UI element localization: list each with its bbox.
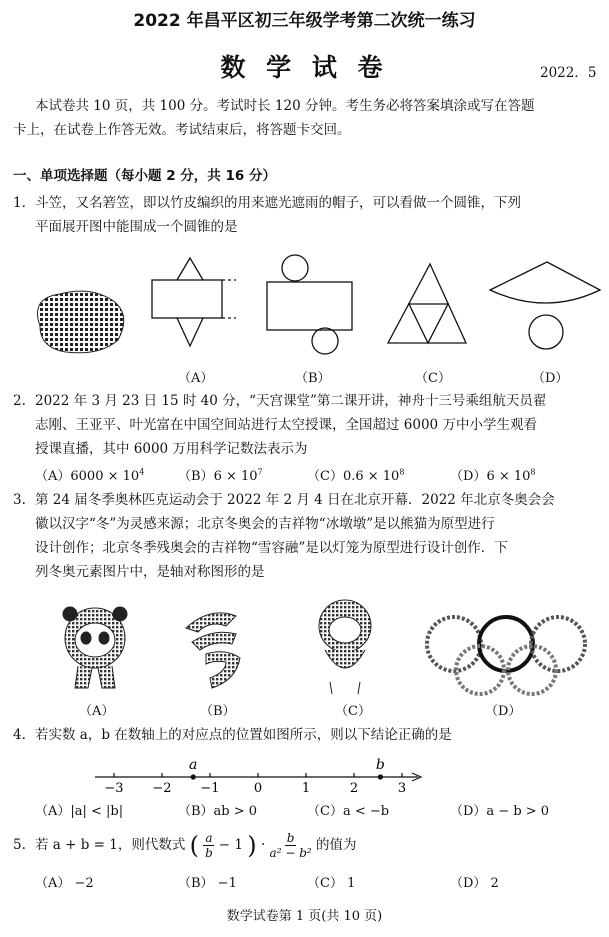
question-text: 列冬奥元素图片中，是轴对称图形的是 xyxy=(35,564,265,580)
mascot-shuey-rhon-rhon-figure xyxy=(319,600,371,694)
point-b xyxy=(378,774,383,779)
q4-option-b: （B）ab > 0 xyxy=(178,804,258,819)
exam-date: 2022．5 xyxy=(540,65,597,81)
question-text: 平面展开图中能围成一个圆锥的是 xyxy=(35,219,238,235)
q1-option-d: （D） xyxy=(532,371,569,386)
subject-title: 数 学 试 卷 xyxy=(220,53,389,82)
option-label: （C） xyxy=(307,469,343,484)
q5-prefix: 若 a + b = 1，则代数式 xyxy=(35,837,186,853)
q5-suffix: 的值为 xyxy=(315,837,357,853)
frac-den: a² − b² xyxy=(269,846,312,860)
question-number: 3. xyxy=(13,492,26,508)
figure-d-net xyxy=(388,264,466,343)
section-title: 一、单项选择题（每小题 2 分，共 16 分） xyxy=(13,168,276,184)
option-label: （B） xyxy=(178,469,214,484)
axis-tick-label: 0 xyxy=(253,781,263,796)
q5-expression: 若 a + b = 1，则代数式 ( $\frac{a}{b}$ − 1 ) · $\frac{b}{\text{a² − b²}}$ 的值为 xyxy=(35,831,357,860)
option-exponent: 7 xyxy=(257,467,263,477)
exam-title: 2022 年昌平区初三年级学考第二次统一练习 xyxy=(133,11,476,31)
option-mantissa: 6 × 10 xyxy=(213,469,258,484)
question-text: 徽以汉字“冬”为灵感来源；北京冬奥会的吉祥物“冰墩墩”是以熊猫为原型进行 xyxy=(35,516,495,532)
fraction-a-over-b xyxy=(203,831,214,860)
paren-close: ) xyxy=(247,831,257,860)
question-number: 5. xyxy=(13,837,26,853)
axis-tick-label: −3 xyxy=(104,781,124,796)
axis-tick-label: 2 xyxy=(349,781,359,796)
olympic-rings-figure xyxy=(427,617,585,694)
q1-figures xyxy=(0,248,609,368)
question-text: 若实数 a，b 在数轴上的对应点的位置如图所示，则以下结论正确的是 xyxy=(35,727,452,743)
figure-b-net xyxy=(152,258,236,346)
question-text: 志刚、王亚平、叶光富在中国空间站进行太空授课，全国超过 6000 万中小学生观看 xyxy=(35,417,537,433)
option-mantissa: 6 × 10 xyxy=(486,469,531,484)
figure-c-net xyxy=(267,255,352,354)
option-exponent: 4 xyxy=(139,467,145,477)
q5-option-b: （B） −1 xyxy=(178,876,237,891)
option-exponent: 8 xyxy=(530,467,536,477)
point-a-label: a xyxy=(189,757,198,773)
figure-a-disk xyxy=(38,291,124,353)
q1-option-b: （B） xyxy=(295,371,331,386)
q2-option-b xyxy=(178,465,263,484)
fraction-b-over-diff xyxy=(270,831,312,860)
frac-den: b xyxy=(205,846,213,860)
option-mantissa: 0.6 × 10 xyxy=(342,469,400,484)
axis-tick-label: 1 xyxy=(301,781,311,796)
option-exponent: 8 xyxy=(399,467,405,477)
q3-option-b: （B） xyxy=(200,704,236,719)
mascot-bingdwendwen-figure xyxy=(63,607,127,688)
q4-option-a: （A）|a| < |b| xyxy=(35,804,124,819)
q3-figures xyxy=(0,598,609,698)
point-a xyxy=(191,774,196,779)
q1-option-c: （C） xyxy=(415,371,451,386)
question-text: 斗笠，又名箬笠，即以竹皮编织的用来遮光遮雨的帽子，可以看做一个圆锥，下列 xyxy=(35,195,521,211)
question-number: 2. xyxy=(13,393,26,409)
q2-option-a xyxy=(35,465,144,484)
minus-one: − 1 xyxy=(218,837,243,853)
q4-option-c: （C）a < −b xyxy=(307,804,390,819)
question-number: 4. xyxy=(13,727,26,743)
q2-option-c xyxy=(307,465,404,484)
question-number: 1. xyxy=(13,195,26,211)
question-text: 设计创作；北京冬季残奥会的吉祥物“雪容融”是以灯笼为原型进行设计创作．下 xyxy=(35,540,508,556)
intro-line-1: 本试卷共 10 页，共 100 分。考试时长 120 分钟。考生务必将答案填涂或写在答题 xyxy=(35,98,535,114)
q5-option-d: （D） 2 xyxy=(450,876,499,891)
q5-option-a: （A） −2 xyxy=(35,876,94,891)
intro-line-2: 卡上，在试卷上作答无效。考试结束后，将答题卡交回。 xyxy=(13,122,351,138)
frac-num: a xyxy=(205,831,213,845)
figure-e-net xyxy=(490,262,600,349)
option-mantissa: 6000 × 10 xyxy=(70,469,140,484)
axis-tick-label: −1 xyxy=(200,781,220,796)
q3-option-c: （C） xyxy=(335,704,371,719)
option-label: （D） xyxy=(450,469,487,484)
q2-option-d xyxy=(450,465,536,484)
point-b-label: b xyxy=(375,757,385,773)
q3-option-d: （D） xyxy=(485,704,522,719)
paren-open: ( xyxy=(189,831,200,860)
q5-option-c: （C） 1 xyxy=(307,876,356,891)
option-label: （A） xyxy=(35,469,71,484)
winter-olympics-emblem-figure xyxy=(186,613,240,688)
q1-option-a: （A） xyxy=(178,371,214,386)
question-text: 2022 年 3 月 23 日 15 时 40 分，“天宫课堂”第二课开讲，神舟十三号乘组航天员翟 xyxy=(35,393,547,409)
q4-option-d: （D）a − b > 0 xyxy=(450,804,550,819)
page-footer: 数学试卷第 1 页(共 10 页) xyxy=(226,909,383,924)
axis-tick-label: 3 xyxy=(397,781,407,796)
q3-option-a: （A） xyxy=(79,704,115,719)
number-line xyxy=(0,752,609,802)
axis-tick-label: −2 xyxy=(152,781,172,796)
frac-num: b xyxy=(286,831,295,845)
question-text: 第 24 届冬季奥林匹克运动会于 2022 年 2 月 4 日在北京开幕．2022 年北京冬奥会会 xyxy=(35,492,555,508)
question-text: 授课直播，其中 6000 万用科学记数法表示为 xyxy=(35,441,308,457)
